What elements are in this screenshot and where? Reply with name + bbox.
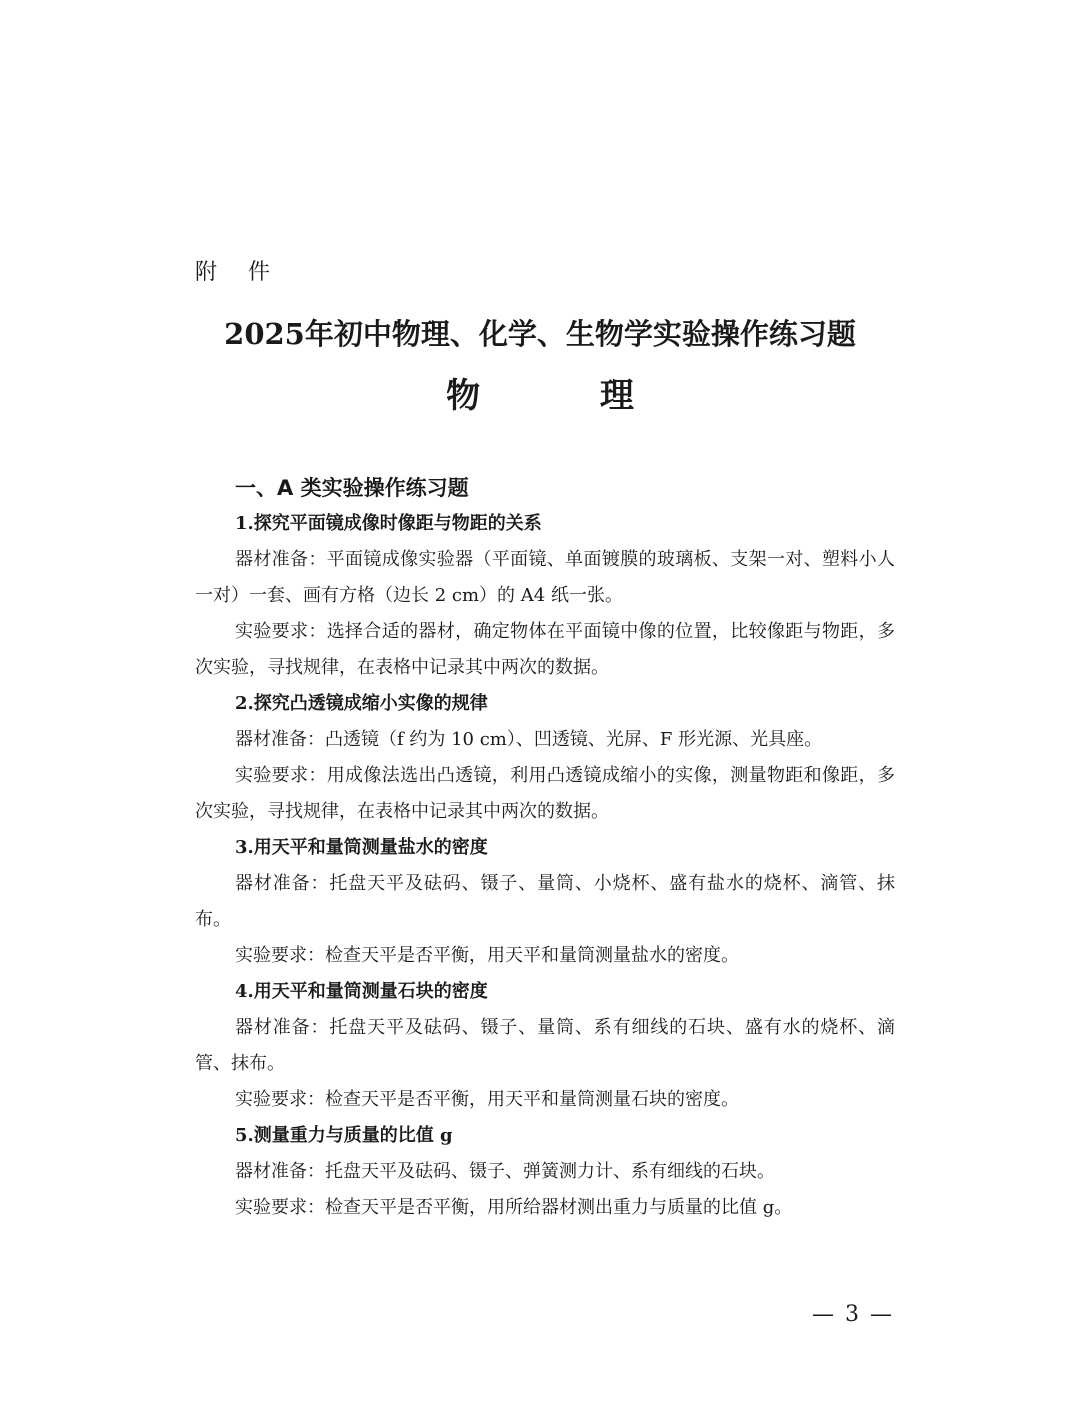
experiment-item-1 [195,506,895,686]
materials-paragraph: 器材准备：托盘天平及砝码、镊子、量筒、小烧杯、盛有盐水的烧杯、滴管、抹布。 [195,873,895,930]
document-title: 2025年初中物理、化学、生物学实验操作练习题 [224,317,856,351]
experiment-title: 1.探究平面镜成像时像距与物距的关系 [235,513,542,534]
requirements-paragraph: 实验要求：检查天平是否平衡，用天平和量筒测量盐水的密度。 [235,945,739,966]
experiment-item-2 [195,686,895,830]
requirements-paragraph: 实验要求：选择合适的器材，确定物体在平面镜中像的位置，比较像距与物距，多次实验，寻找规律，在表格中记录其中两次的数据。 [195,621,895,678]
document-body [195,470,895,1226]
experiment-title: 3.用天平和量筒测量盐水的密度 [235,837,488,858]
experiment-item-4 [195,974,895,1118]
subject-title: 物 理 [446,376,688,416]
experiment-item-3 [195,830,895,974]
experiment-item-5 [195,1118,895,1226]
requirements-paragraph: 实验要求：检查天平是否平衡，用天平和量筒测量石块的密度。 [235,1089,739,1110]
materials-paragraph: 器材准备：托盘天平及砝码、镊子、弹簧测力计、系有细线的石块。 [235,1161,775,1182]
requirements-paragraph: 实验要求：用成像法选出凸透镜，利用凸透镜成缩小的实像，测量物距和像距，多次实验，寻找规律，在表格中记录其中两次的数据。 [195,765,895,822]
materials-paragraph: 器材准备：凸透镜（f 约为 10 cm）、凹透镜、光屏、F 形光源、光具座。 [235,729,823,750]
section-heading: 一、A 类实验操作练习题 [235,476,469,500]
experiment-title: 4.用天平和量筒测量石块的密度 [235,981,488,1002]
requirements-paragraph: 实验要求：检查天平是否平衡，用所给器材测出重力与质量的比值 g。 [235,1197,793,1218]
experiment-title: 2.探究凸透镜成缩小实像的规律 [235,693,488,714]
experiment-title: 5.测量重力与质量的比值 g [235,1125,453,1146]
attachment-label: 附 件 [195,260,282,285]
materials-paragraph: 器材准备：平面镜成像实验器（平面镜、单面镀膜的玻璃板、支架一对、塑料小人一对）一套、画有方格（边长 2 cm）的 A4 纸一张。 [195,549,895,606]
materials-paragraph: 器材准备：托盘天平及砝码、镊子、量筒、系有细线的石块、盛有水的烧杯、滴管、抹布。 [195,1017,895,1074]
page-number: — 3 — [812,1302,894,1327]
